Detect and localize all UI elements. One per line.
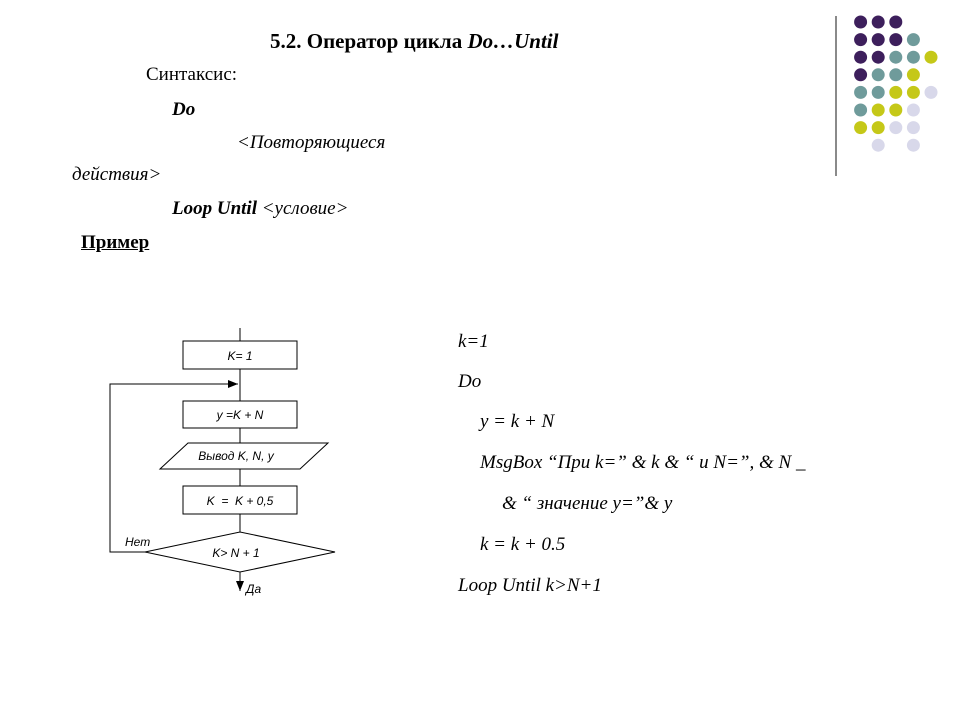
syntax-do: Do <box>172 99 196 120</box>
init-text: K= 1 <box>227 349 253 363</box>
decorative-dot-grid <box>828 10 948 180</box>
syntax-label: Синтаксис: <box>146 64 238 85</box>
syntax-loop-until: Loop Until <box>172 198 257 219</box>
decorative-dot <box>907 121 920 134</box>
decorative-dot <box>872 68 885 81</box>
decorative-dot <box>907 33 920 46</box>
decorative-dot <box>854 104 867 117</box>
syntax-body-open: <Повторяющиеся <box>237 132 386 153</box>
code-line-6: k = k + 0.5 <box>480 534 566 555</box>
decorative-dot <box>872 16 885 29</box>
decorative-dot <box>854 68 867 81</box>
decorative-dot <box>889 68 902 81</box>
decorative-dot <box>854 16 867 29</box>
decorative-dot <box>854 33 867 46</box>
syntax-condition: <условие> <box>256 198 349 219</box>
decorative-dot <box>889 16 902 29</box>
code-line-2: Do <box>458 371 482 392</box>
compute-text: y =K + N <box>216 408 264 422</box>
decorative-dot <box>872 33 885 46</box>
decorative-dot <box>872 86 885 99</box>
code-line-4: MsgBox “При k=” & k & “ и N=”, & N _ <box>480 452 806 473</box>
code-line-5: & “ значение y=”& y <box>502 493 673 514</box>
yes-label: Да <box>246 582 262 596</box>
code-line-1: k=1 <box>458 331 489 352</box>
example-label: Пример <box>81 232 150 253</box>
flowchart <box>100 320 340 605</box>
no-label: Нет <box>125 535 151 549</box>
decorative-dot <box>907 51 920 64</box>
decorative-dot <box>925 86 938 99</box>
decorative-dot <box>907 86 920 99</box>
decorative-dot <box>854 121 867 134</box>
syntax-body-close: действия> <box>72 164 162 185</box>
decorative-dot <box>872 104 885 117</box>
decorative-dot <box>925 51 938 64</box>
decorative-dot <box>889 33 902 46</box>
decorative-dot <box>872 139 885 152</box>
decorative-dot <box>872 121 885 134</box>
decorative-dot <box>854 86 867 99</box>
decorative-dot <box>907 68 920 81</box>
decorative-dot <box>907 104 920 117</box>
output-text: Вывод K, N, y <box>198 449 274 463</box>
page-title <box>270 29 558 54</box>
increment-text: K = K + 0,5 <box>206 494 274 508</box>
decorative-dot <box>854 51 867 64</box>
title-prefix: 5.2. Оператор цикла <box>270 29 468 53</box>
dot-group <box>854 16 937 152</box>
decorative-dot <box>889 121 902 134</box>
title-name: Do…Until <box>467 29 559 53</box>
code-line-3: y = k + N <box>480 411 555 432</box>
decorative-dot <box>889 104 902 117</box>
syntax-loop-until-line <box>172 198 348 220</box>
decorative-dot <box>872 51 885 64</box>
decorative-dot <box>907 139 920 152</box>
condition-text: K> N + 1 <box>212 546 260 560</box>
code-line-7: Loop Until k>N+1 <box>458 575 602 596</box>
decorative-dot <box>889 51 902 64</box>
decorative-dot <box>889 86 902 99</box>
